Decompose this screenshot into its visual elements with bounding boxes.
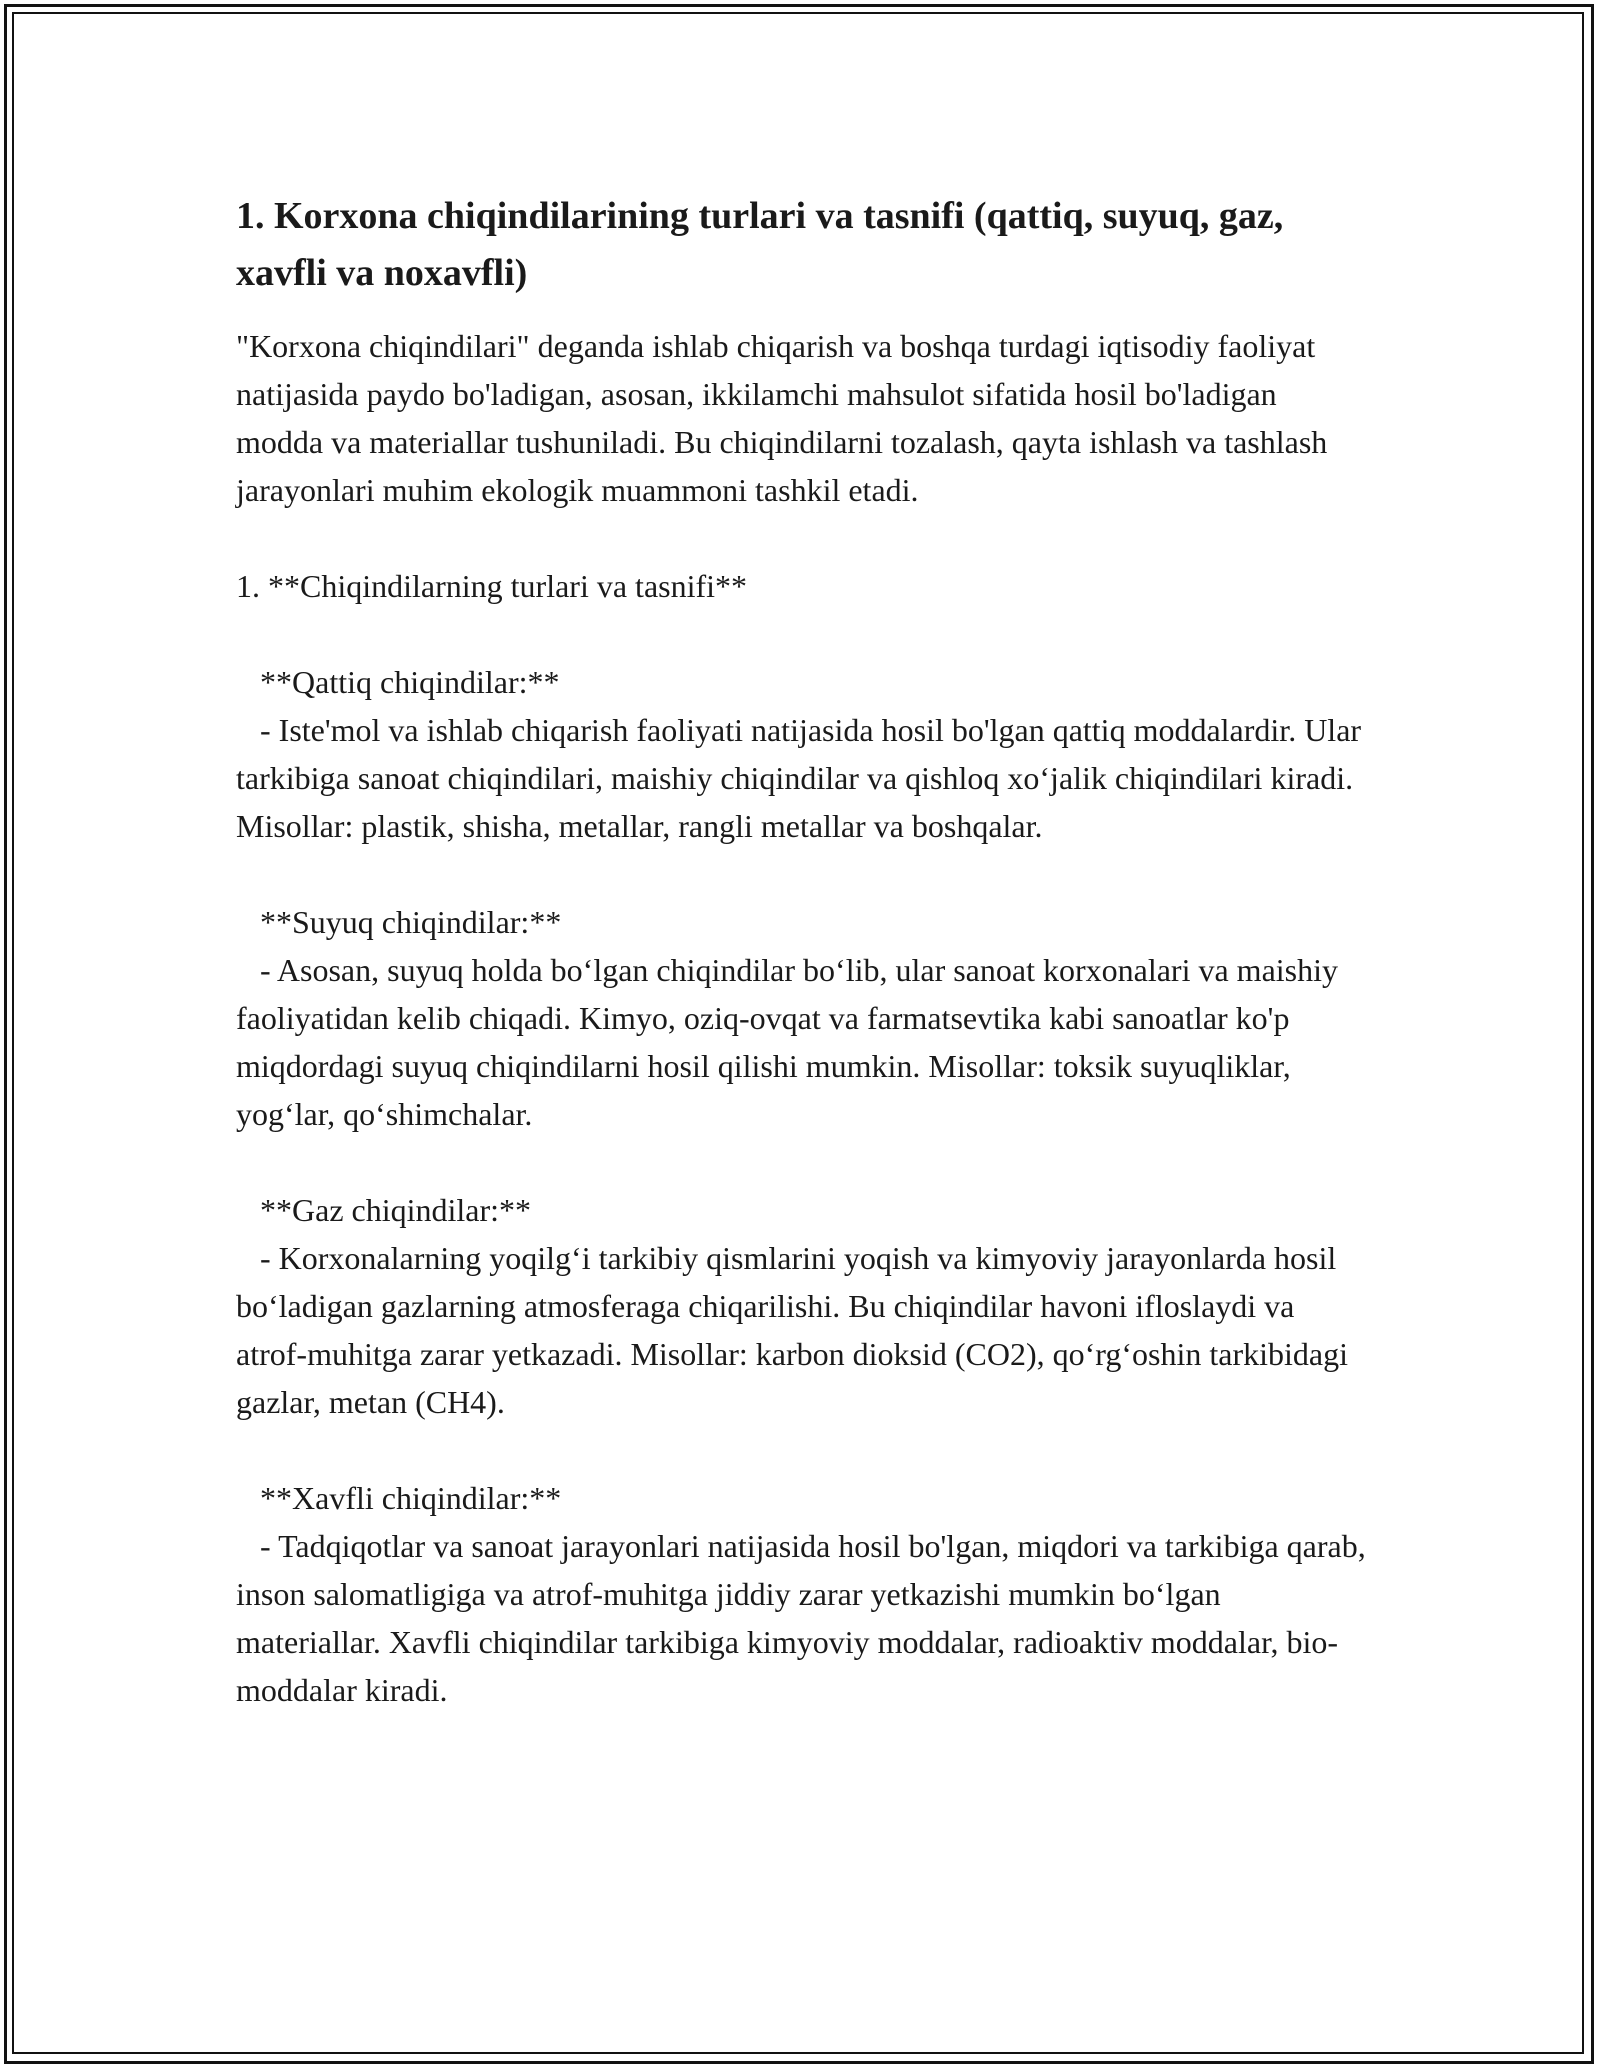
section-heading: **Suyuq chiqindilar:** xyxy=(236,904,562,940)
spacer xyxy=(236,610,1366,658)
spacer xyxy=(236,1138,1366,1186)
section-body: - Tadqiqotlar va sanoat jarayonlari natijasida hosil bo'lgan, miqdori va tarkibiga qarab, inson salomatligiga va atrof-muhitga jiddiy zarar yetkazishi mumkin bo‘lgan materiallar. Xavfli chiqindilar tarkibiga kimyoviy moddalar, radioaktiv moddalar, bio-moddalar kiradi. xyxy=(236,1528,1374,1708)
section-hazardous-waste xyxy=(236,1474,1374,1714)
document-title: 1. Korxona chiqindilarining turlari va tasnifi (qattiq, suyuq, gaz, xavfli va noxavfli) xyxy=(236,195,1284,294)
section-body: - Korxonalarning yoqilg‘i tarkibiy qismlarini yoqish va kimyoviy jarayonlarda hosil bo‘ladigan gazlarning atmosferaga chiqarilishi. Bu chiqindilar havoni ifloslaydi va atrof-muhitga zarar yetkazadi. Misollar: karbon dioksid (CO2), qo‘rg‘oshin tarkibidagi gazlar, metan (CH4). xyxy=(236,1240,1356,1420)
section-liquid-waste xyxy=(236,898,1366,1138)
section-gas-waste xyxy=(236,1186,1366,1426)
spacer xyxy=(236,850,1366,898)
spacer xyxy=(236,1426,1366,1474)
spacer xyxy=(236,514,1366,562)
section-heading: **Qattiq chiqindilar:** xyxy=(236,664,560,700)
list-heading: 1. **Chiqindilarning turlari va tasnifi** xyxy=(236,568,748,604)
intro-paragraph: "Korxona chiqindilari" deganda ishlab chiqarish va boshqa turdagi iqtisodiy faoliyat natijasida paydo bo'ladigan, asosan, ikkilamchi mahsulot sifatida hosil bo'ladigan modda va materiallar tushuniladi. Bu chiqindilarni tozalash, qayta ishlash va tashlash jarayonlari muhim ekologik muammoni tashkil etadi. xyxy=(236,328,1336,508)
document-body xyxy=(236,188,1374,1714)
section-body: - Iste'mol va ishlab chiqarish faoliyati natijasida hosil bo'lgan qattiq moddalardir. Ular tarkibiga sanoat chiqindilari, maishiy chiqindilar va qishloq xo‘jalik chiqindilari kiradi. Misollar: plastik, shisha, metallar, rangli metallar va boshqalar. xyxy=(236,712,1370,844)
section-heading: **Xavfli chiqindilar:** xyxy=(236,1480,562,1516)
section-solid-waste xyxy=(236,658,1370,850)
section-heading: **Gaz chiqindilar:** xyxy=(236,1192,532,1228)
section-body: - Asosan, suyuq holda bo‘lgan chiqindilar bo‘lib, ular sanoat korxonalari va maishiy faoliyatidan kelib chiqadi. Kimyo, oziq-ovqat va farmatsevtika kabi sanoatlar ko'p miqdordagi suyuq chiqindilarni hosil qilishi mumkin. Misollar: toksik suyuqliklar, yog‘lar, qo‘shimchalar. xyxy=(236,952,1346,1132)
